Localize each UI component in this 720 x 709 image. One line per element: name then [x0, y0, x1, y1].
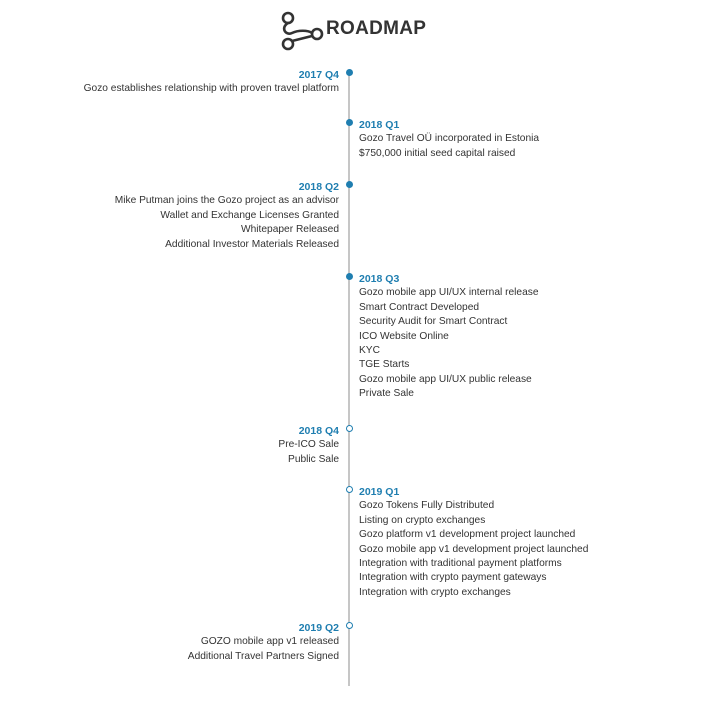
- page-title: ROADMAP: [326, 18, 427, 39]
- milestone-item: Pre-ICO Sale: [278, 439, 339, 451]
- period-label: 2018 Q4: [298, 425, 339, 437]
- timeline-marker-2019-q1: [346, 486, 353, 493]
- timeline-marker-2018-q1: [346, 119, 353, 126]
- timeline-entry: [84, 68, 339, 97]
- milestone-item: Additional Travel Partners Signed: [187, 650, 339, 662]
- milestone-item: Gozo establishes relationship with proven travel platform: [83, 83, 339, 95]
- milestone-item: Gozo Tokens Fully Distributed: [359, 500, 495, 512]
- timeline-marker-2018-q4: [346, 425, 353, 432]
- milestone-item: Mike Putman joins the Gozo project as an advisor: [114, 195, 339, 207]
- timeline-entry: [359, 272, 539, 402]
- period-label: 2018 Q2: [298, 181, 339, 193]
- milestone-item: Additional Investor Materials Released: [165, 238, 339, 250]
- period-label: 2018 Q3: [359, 273, 400, 285]
- period-label: 2017 Q4: [298, 69, 339, 81]
- timeline-entry: [115, 180, 339, 252]
- timeline-marker-2019-q2: [346, 622, 353, 629]
- milestone-item: Wallet and Exchange Licenses Granted: [160, 209, 339, 221]
- roadmap-header: [0, 8, 720, 52]
- milestone-item: Gozo platform v1 development project launched: [359, 529, 576, 541]
- milestone-item: Private Sale: [359, 388, 414, 400]
- milestone-item: Gozo mobile app UI/UX public release: [359, 373, 532, 385]
- timeline-axis: [348, 70, 350, 686]
- timeline-entry: [278, 424, 339, 467]
- milestone-item: Gozo mobile app v1 development project launched: [359, 543, 589, 555]
- milestone-item: Integration with crypto payment gateways: [359, 572, 547, 584]
- milestone-item: Integration with crypto exchanges: [359, 586, 511, 598]
- milestone-item: $750,000 initial seed capital raised: [359, 147, 516, 159]
- milestone-item: KYC: [359, 345, 380, 357]
- milestone-item: Gozo mobile app UI/UX internal release: [359, 287, 539, 299]
- milestone-item: GOZO mobile app v1 released: [200, 636, 339, 648]
- period-label: 2019 Q2: [298, 622, 339, 634]
- timeline-entry: [188, 621, 339, 664]
- timeline-entry: [359, 118, 539, 161]
- timeline-marker-2018-q2: [346, 181, 353, 188]
- milestone-item: Whitepaper Released: [241, 224, 339, 236]
- milestone-item: Integration with traditional payment platforms: [359, 558, 562, 570]
- milestone-item: Security Audit for Smart Contract: [359, 316, 508, 328]
- milestone-item: Listing on crypto exchanges: [359, 514, 486, 526]
- period-label: 2018 Q1: [359, 119, 400, 131]
- timeline-entry: [359, 485, 588, 600]
- timeline-marker-2017-q4: [346, 69, 353, 76]
- milestone-item: ICO Website Online: [359, 330, 449, 342]
- milestone-item: Public Sale: [288, 453, 339, 465]
- timeline-marker-2018-q3: [346, 273, 353, 280]
- milestone-item: Gozo Travel OÜ incorporated in Estonia: [359, 133, 540, 145]
- milestone-item: TGE Starts: [359, 359, 410, 371]
- connected-nodes-icon: [278, 10, 326, 52]
- period-label: 2019 Q1: [359, 486, 400, 498]
- milestone-item: Smart Contract Developed: [359, 301, 480, 313]
